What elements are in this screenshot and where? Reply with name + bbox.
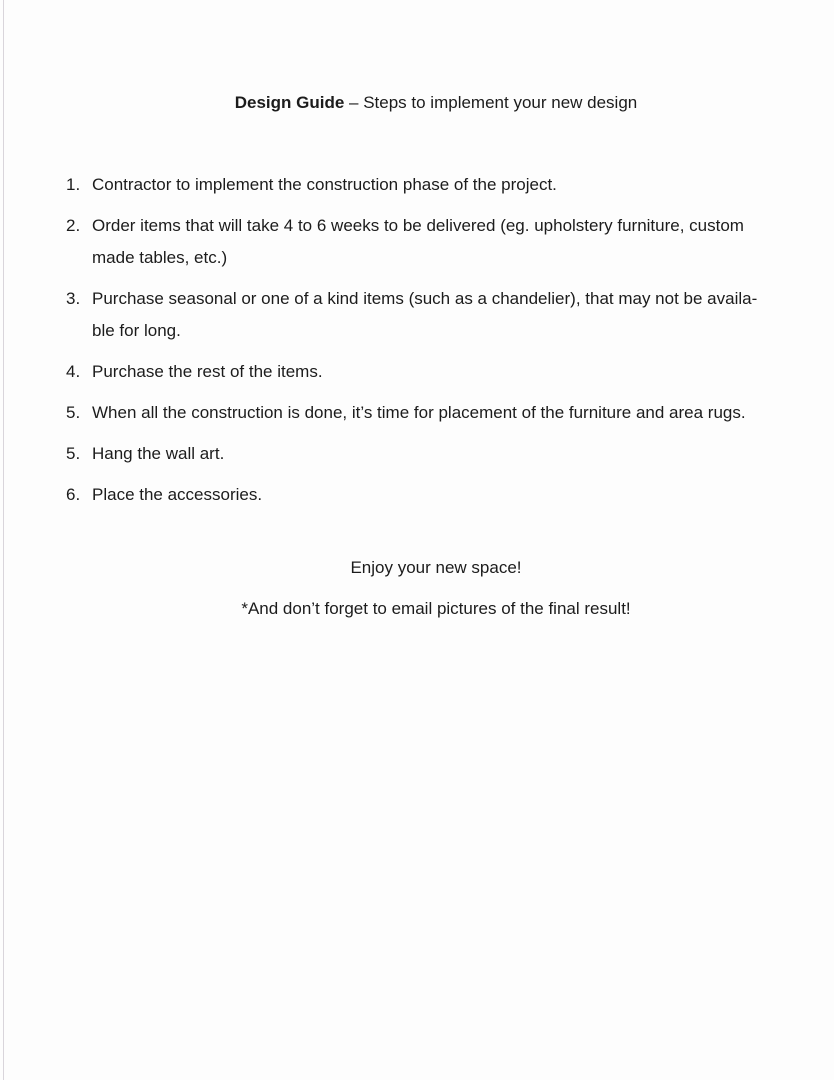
item-text bbox=[92, 479, 780, 511]
item-text-line: Place the accessories. bbox=[92, 485, 263, 504]
item-text-line: When all the construction is done, it’s time for placement of the furniture and area rugs. bbox=[92, 403, 746, 422]
item-text-line: Contractor to implement the construction phase of the project. bbox=[92, 175, 557, 194]
closing-line-email: *And don’t forget to email pictures of the final result! bbox=[241, 599, 631, 618]
list-item bbox=[66, 479, 780, 511]
item-text-line: Hang the wall art. bbox=[92, 444, 225, 463]
item-text-line: Purchase seasonal or one of a kind items (such as a chandelier), that may not be availa- bbox=[92, 289, 758, 308]
item-number: 3. bbox=[66, 289, 81, 308]
item-text bbox=[92, 283, 780, 347]
item-number: 4. bbox=[66, 362, 81, 381]
closing-message bbox=[92, 552, 780, 625]
item-text bbox=[92, 210, 780, 274]
item-number: 6. bbox=[66, 485, 81, 504]
item-text bbox=[92, 438, 780, 470]
list-item bbox=[66, 169, 780, 201]
item-number: 1. bbox=[66, 175, 81, 194]
list-item bbox=[66, 438, 780, 470]
item-text-line: ble for long. bbox=[92, 321, 181, 340]
list-item bbox=[66, 356, 780, 388]
list-item bbox=[66, 283, 780, 347]
item-text bbox=[92, 397, 780, 429]
item-number: 5. bbox=[66, 403, 81, 422]
list-item bbox=[66, 210, 780, 274]
item-text-line: Purchase the rest of the items. bbox=[92, 362, 323, 381]
item-number: 5. bbox=[66, 444, 81, 463]
item-text bbox=[92, 356, 780, 388]
closing-line-enjoy: Enjoy your new space! bbox=[350, 558, 522, 577]
item-text bbox=[92, 169, 780, 201]
page-title-rest: – Steps to implement your new design bbox=[344, 93, 638, 112]
page-title bbox=[92, 87, 780, 119]
steps-list bbox=[66, 169, 780, 511]
item-number: 2. bbox=[66, 216, 81, 235]
list-item bbox=[66, 397, 780, 429]
item-text-line: made tables, etc.) bbox=[92, 248, 228, 267]
page-title-bold: Design Guide bbox=[234, 93, 345, 112]
item-text-line: Order items that will take 4 to 6 weeks to be delivered (eg. upholstery furniture, custom bbox=[92, 216, 744, 235]
